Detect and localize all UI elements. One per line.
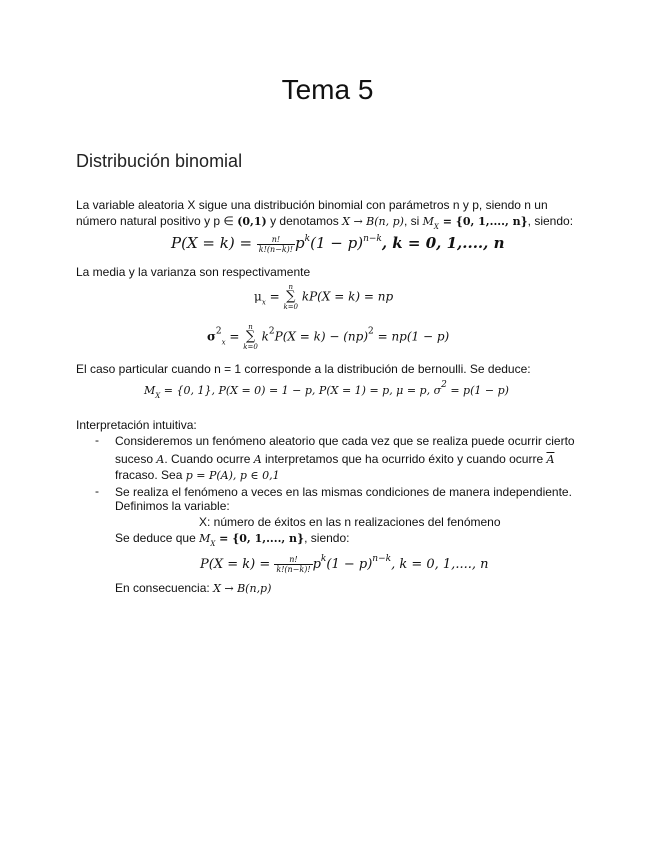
pmf-formula-2 — [200, 554, 488, 574]
b2-text-d: , siendo: — [304, 531, 350, 545]
mean-sum-bottom: k=0 — [283, 303, 299, 311]
intro-text-e: , si — [403, 214, 423, 228]
variance-rhs-b: P(X = k) − (np) — [274, 329, 369, 344]
b2-sub: X — [210, 540, 216, 548]
variance-formula — [207, 322, 449, 352]
section-heading: Distribución binomial — [76, 151, 243, 171]
b1-prob: p = P(A), p ∈ 0,1 — [185, 469, 280, 482]
sigma-symbol-2: ∑ — [245, 329, 256, 344]
variance-sum — [243, 322, 258, 352]
pmf-lhs: P(X = k) = — [171, 234, 257, 252]
b1-text-c: interpretamos que ha ocurrido éxito y cuando ocurre — [261, 452, 547, 466]
support-subscript: X — [433, 223, 439, 231]
interpretation-title: Interpretación intuitiva: — [76, 418, 197, 432]
b1-text-b: . Cuando ocurre — [164, 452, 254, 466]
support-symbol: M — [422, 215, 434, 228]
b2-set: = {0, 1,...., n} — [215, 532, 305, 545]
pmf-tail: , k = 0, 1,...., n — [381, 234, 505, 252]
b1-event-A: A — [156, 453, 165, 466]
pmf-denominator: k!(n−k)! — [258, 244, 294, 254]
pmf2-fraction — [274, 555, 312, 574]
bullet-2-line-4 — [115, 530, 350, 552]
intro-line-1: La variable aleatoria X sigue una distribución binomial con parámetros n y p, siendo n un — [76, 198, 548, 212]
bernoulli-text: El caso particular cuando n = 1 corresponde a la distribución de bernoulli. Se deduce: — [76, 362, 531, 376]
bullet-1-line-1: Consideremos un fenómeno aleatorio que cada vez que se realiza puede ocurrir cierto — [115, 434, 575, 448]
variance-sum-bottom: k=0 — [243, 343, 258, 351]
pmf-q: (1 − p) — [310, 234, 364, 252]
variance-sub: x — [221, 338, 226, 347]
variance-sum-top: n — [248, 323, 253, 331]
variance-eq: = — [225, 329, 244, 344]
pmf-exp-nk: n−k — [363, 234, 382, 244]
pmf2-denominator: k!(n−k)! — [276, 565, 311, 574]
consequence-text: En consecuencia: — [115, 581, 214, 595]
bernoulli-M: M — [144, 384, 156, 397]
bernoulli-body: = {0, 1}, P(X = 0) = 1 − p, P(X = 1) = p, μ = p, σ — [160, 384, 442, 397]
mean-eq: = — [265, 289, 284, 304]
pmf2-exp-nk: n−k — [372, 554, 392, 564]
pmf-fraction — [257, 235, 295, 254]
bullet-1-line-2 — [115, 451, 554, 468]
intro-text-c: y denotamos — [266, 214, 343, 228]
page-title: Tema 5 — [281, 74, 374, 105]
variance-rhs-a: k — [257, 329, 269, 344]
mean-mu: μ — [254, 289, 262, 304]
pmf2-numerator: n! — [274, 555, 312, 565]
bullet-2-line-3: X: número de éxitos en las n realizaciones del fenómeno — [199, 515, 501, 529]
bernoulli-sup: 2 — [441, 380, 447, 390]
mean-rhs: kP(X = k) = np — [298, 289, 394, 304]
pmf2-lhs: P(X = k) = — [200, 557, 275, 572]
bullet-2-line-2: Definimos la variable: — [115, 499, 230, 513]
b1-event-Abar: $\overline{A}$ — [546, 453, 555, 466]
mean-formula — [254, 282, 393, 312]
bullet-1-marker: - — [95, 433, 99, 447]
b1-event-A-2: A — [253, 453, 262, 466]
variance-rhs-c: = np(1 − p) — [373, 329, 450, 344]
mean-variance-text: La media y la varianza son respectivamente — [76, 265, 311, 279]
pmf2-p: p — [312, 557, 321, 572]
bullet-2-marker: - — [95, 484, 99, 498]
pmf2-tail: , k = 0, 1,...., n — [391, 557, 489, 572]
pmf-p: p — [295, 234, 305, 252]
sigma-symbol: ∑ — [286, 289, 296, 304]
pmf-exp-k: k — [304, 234, 311, 244]
bullet-1-line-3 — [115, 467, 280, 484]
bernoulli-formula — [144, 380, 509, 400]
intro-line-2 — [76, 213, 573, 235]
interval-math: (0,1) — [237, 215, 267, 228]
variance-sigma: σ — [207, 329, 216, 344]
pmf-formula — [171, 234, 505, 254]
variance-rhs-sup: 2 — [268, 326, 275, 337]
variance-sup: 2 — [215, 326, 222, 337]
b2-M: M — [199, 532, 211, 545]
b1-text-a: suceso — [115, 452, 157, 466]
binomial-notation: X → B(n, p) — [342, 215, 404, 228]
consequence-math: X → B(n,p) — [213, 582, 272, 595]
bernoulli-sub: X — [155, 392, 161, 400]
variance-rhs-sup2: 2 — [368, 326, 374, 337]
bullet-2-line-1: Se realiza el fenómeno a veces en las mismas condiciones de manera independiente. — [115, 485, 572, 499]
b2-text-a: Se deduce que — [115, 531, 200, 545]
mean-sub: x — [261, 298, 266, 307]
pmf2-q: (1 − p) — [326, 557, 373, 572]
intro-text-h: , siendo: — [527, 214, 574, 228]
support-set: = {0, 1,...., n} — [438, 215, 528, 228]
mean-sum — [283, 282, 298, 312]
bernoulli-tail: = p(1 − p) — [446, 384, 509, 397]
consequence-line — [115, 580, 271, 597]
intro-text-a: número natural positivo y p ∈ — [76, 214, 238, 228]
pmf2-exp-k: k — [320, 554, 327, 564]
pmf-numerator: n! — [257, 235, 295, 245]
mean-sum-top: n — [288, 283, 293, 291]
b1-text-d: fracaso. Sea — [115, 468, 186, 482]
